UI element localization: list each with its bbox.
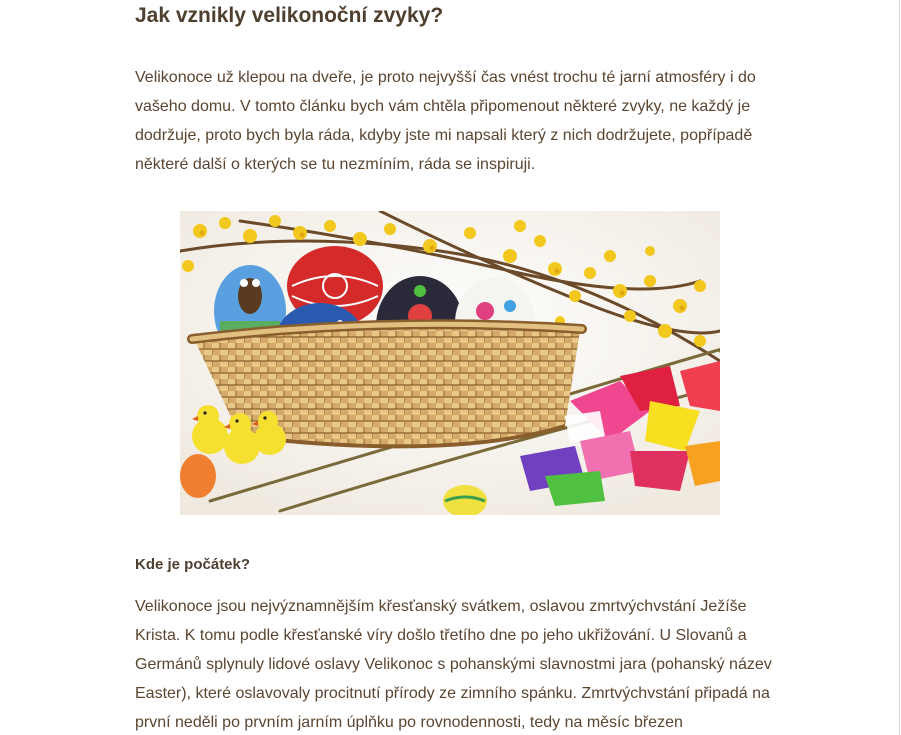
section-heading: Kde je počátek? [135, 556, 251, 573]
intro-paragraph: Velikonoce už klepou na dveře, je proto nejvyšší čas vnést trochu té jarní atmosféry i do vašeho domu. V tomto článku bych vám chtěla připomenout některé zvyky, ne každý je dodržuje, proto bych byla ráda, kdyby jste mi napsali který z nich dodržujete, popřípadě některé další o kterých se tu nezmíním, ráda se inspiruji. [135, 69, 756, 173]
easter-basket-photo [180, 211, 720, 515]
section-paragraph: Velikonoce jsou nejvýznamnějším křesťanský svátkem, oslavou zmrtvýchvstání Ježíše Krista. K tomu podle křesťanské víry došlo třetího dne po jeho ukřižování. U Slovanů a Germánů splynuly lidové oslavy Velikonoc s pohanskými slavnostmi jara (pohanský název Easter), které oslavovaly procitnutí přírody ze zimního spánku. Zmrtvýchvstání připadá na první neděli po prvním jarním úplňku po rovnodennosti, tedy na měsíc březen [135, 598, 772, 731]
page-edge-divider [899, 0, 900, 735]
easter-basket-illustration [180, 211, 720, 515]
article-title: Jak vznikly velikonoční zvyky? [135, 4, 444, 27]
